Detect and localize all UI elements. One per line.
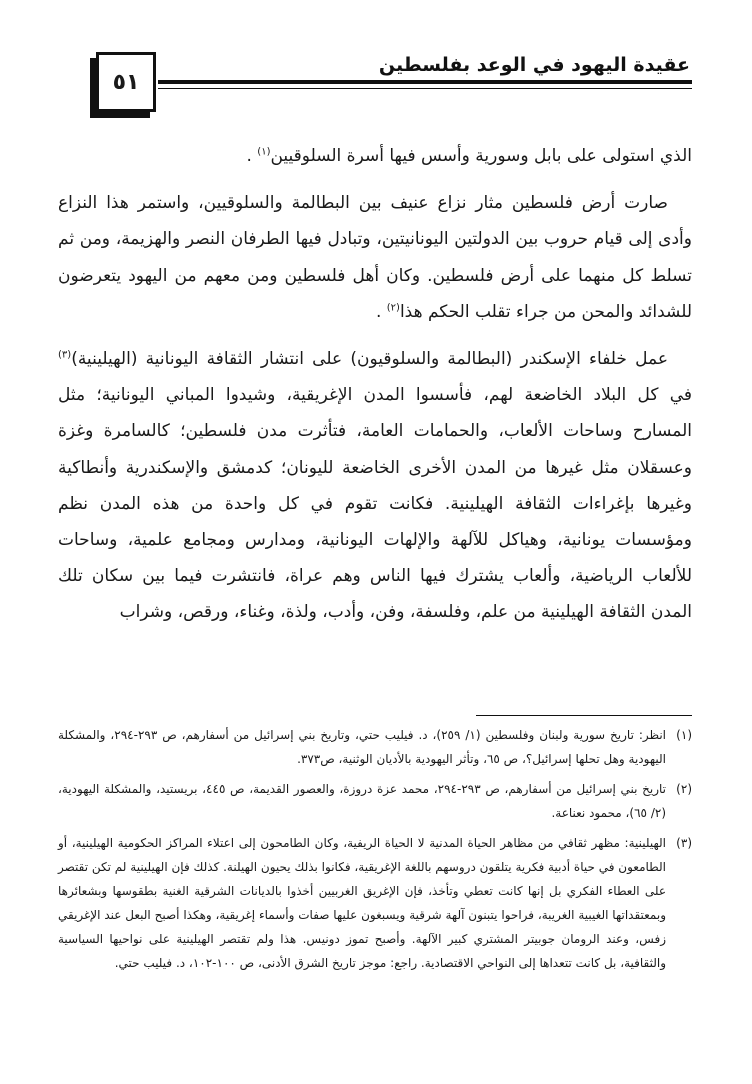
paragraph-text: في كل البلاد الخاضعة لهم، فأسسوا المدن الإغريقية، وشيدوا المباني اليونانية؛ مثل المسارح وساحات الألعاب، والحمامات العامة، فتأثرت مدن فلسطين؛ كالسامرة وغزة وعسقلان مثل غيرها من المدن الأخرى الخاضعة لليونان؛ كدمشق والإسكندرية وأنطاكية وغيرها بإغراءات الثقافة الهيلينية. فكانت تقوم في كل واحدة من هذه المدن نظم ومؤسسات يونانية، وهياكل للآلهة والإلهات اليونانية، ومدارس ومجامع علمية، وساحات للألعاب الرياضية، وألعاب يشترك فيها الناس وهم عراة، فانتشرت فيما بين سكان تلك المدن الثقافة الهيلينية من علم، وفلسفة، وفن، وأدب، ولذة، وغناء، ورقص، وشراب: [58, 385, 692, 623]
footnote-ref: (٢): [386, 302, 400, 314]
paragraph: [58, 185, 692, 330]
footnote-ref: (١): [257, 146, 271, 158]
footnote: [58, 831, 692, 975]
paragraph-text: الذي استولى على بابل وسورية وأسس فيها أسرة السلوقيين: [270, 146, 692, 166]
paragraph: [58, 341, 692, 631]
footnote-number: (٣): [676, 836, 692, 850]
footnote-number: (٢): [676, 782, 692, 796]
paragraph-end: .: [375, 301, 387, 322]
footnote: [58, 777, 692, 825]
paragraph-continuation: [58, 138, 692, 174]
footnotes: [58, 723, 692, 981]
footnote-ref: (٣): [58, 349, 72, 361]
header-rule-thin: [158, 88, 692, 89]
footnote-text: تاريخ بني إسرائيل من أسفارهم، ص ٢٩٣-٢٩٤، محمد عزة دروزة، والعصور القديمة، ص ٤٤٥، بريستيد، والمشكلة اليهودية، (٢/ ٦٥)، محمود نعناعة.: [58, 782, 666, 820]
paragraph-text: صارت أرض فلسطين مثار نزاع عنيف بين البطالمة والسلوقيين، واستمر هذا النزاع وأدى إلى قيام حروب بين الدولتين اليونانيتين، وتبادل فيها الطرفان النصر والهزيمة، ومن ثم تسلط كل منهما على أرض فلسطين. وكان أهل فلسطين ومن معهم من اليهود يتعرضون للشدائد والمحن من جراء تقلب الحكم هذا: [58, 193, 692, 322]
footnote: [58, 723, 692, 771]
footnote-text: الهيلينية: مظهر ثقافي من مظاهر الحياة المدنية لا الحياة الريفية، وكان الطامحون إلى اعتلاء المراكز الحكومية الهيلينية، أو الطامعون في حياة أدبية فكرية يتلقون دروسهم باللغة الإغريقية، فكانوا بذلك يحيون الهيلنة. كذلك فإن الهيلينية لم تكن تقتصر على العطاء الفكري بل إنها كانت تعطي وتأخذ، فإن الإغريق الغربيين أخذوا بالديانات الشرقية الغنية بطقوسها وبشعائرها وبمعتقداتها الغيبية الغريبة، فراحوا يتبنون آلهة شرقية ويسبغون عليها صفات وأسماء إغريقية، وهكذا أصبح البعل عند الإغريقي زفس، وعند الرومان جوبيتر المشتري كبير الآلهة. وأصبح تموز دونيس. هذا ولم تقتصر الهيلينية على نواحيها السياسية والثقافية، بل كانت تتعداها إلى النواحي الاقتصادية. راجع: موجز تاريخ الشرق الأدنى، ص ١٠٠-١٠٢، د. فيليب حتي.: [58, 836, 666, 970]
header-rule-thick: [158, 80, 692, 84]
paragraph-end: .: [246, 146, 258, 166]
page-number: ٥١: [96, 52, 156, 112]
paragraph-text: عمل خلفاء الإسكندر (البطالمة والسلوقيون) على انتشار الثقافة اليونانية (الهيلينية): [71, 349, 668, 370]
running-title: عقيدة اليهود في الوعد بفلسطين: [378, 54, 690, 76]
footnote-text: انظر: تاريخ سورية ولبنان وفلسطين (١/ ٢٥٩)، د. فيليب حتي، وتاريخ بني إسرائيل من أسفارهم، ص ٢٩٣-٢٩٤، والمشكلة اليهودية وهل تحلها إسرائيل؟، ص ٦٥، وتأثر اليهودية بالأديان الوثنية، ص٣٧٣.: [58, 728, 667, 766]
footnote-separator: [476, 715, 692, 716]
main-text: [58, 138, 692, 642]
footnote-number: (١): [676, 728, 692, 742]
